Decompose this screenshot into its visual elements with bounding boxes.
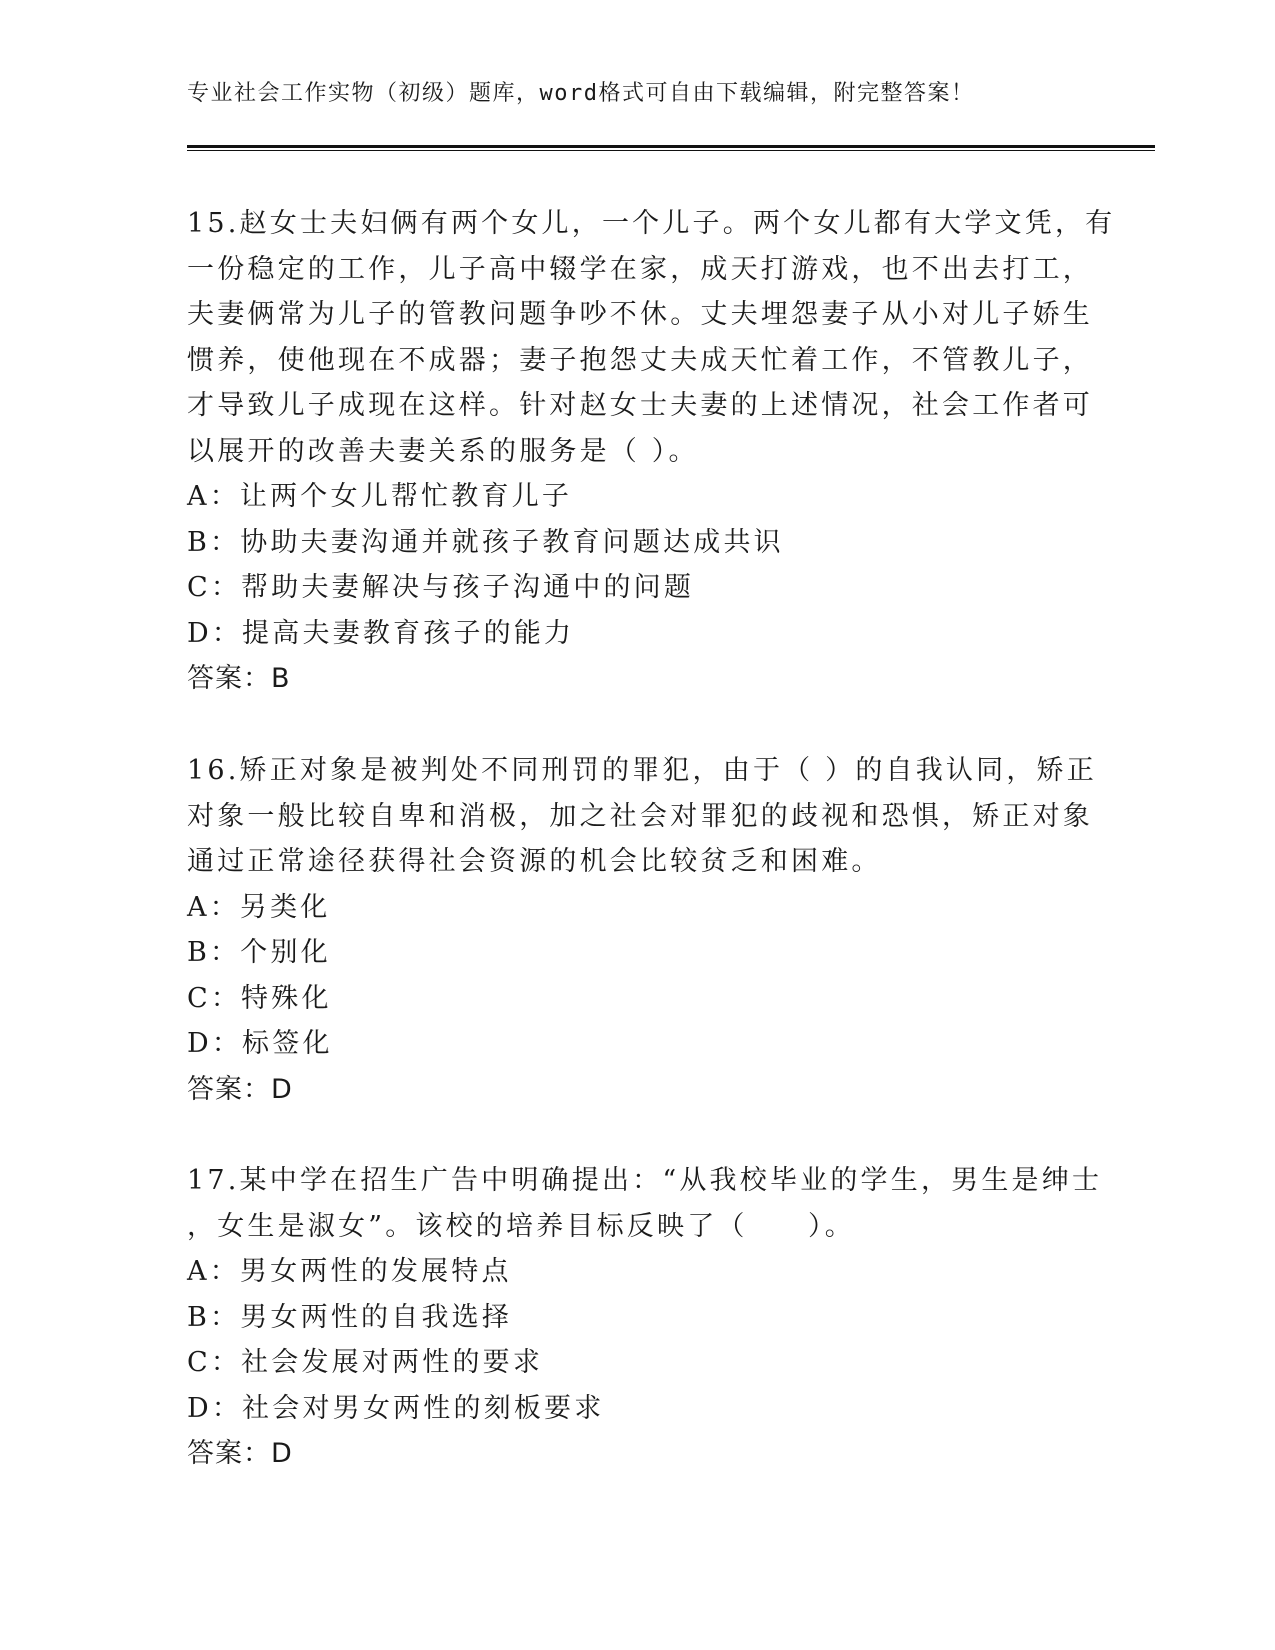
option-a: A：另类化 [187,891,331,923]
question-text-line: 通过正常途径获得社会资源的机会比较贫乏和困难。 [187,846,882,877]
question-17 [187,1158,1103,1477]
option-c: C：帮助夫妻解决与孩子沟通中的问题 [187,572,695,603]
question-text-line: 惯养，使他现在不成器；妻子抱怨丈夫成天忙着工作，不管教儿子， [187,344,1093,376]
option-c: C：特殊化 [187,982,332,1014]
option-b: B：男女两性的自我选择 [187,1301,513,1333]
answer-label: 答案：B [187,663,291,694]
header-divider [187,145,1155,148]
option-b: B：个别化 [187,937,331,968]
question-15 [187,201,1116,702]
question-16 [187,748,1097,1112]
question-text-line: 才导致儿子成现在这样。针对赵女士夫妻的上述情况，社会工作者可 [187,390,1093,421]
question-text-line: 对象一般比较自卑和消极，加之社会对罪犯的歧视和恐惧，矫正对象 [187,800,1093,832]
question-text-line: 以展开的改善夫妻关系的服务是（ ）。 [187,435,699,467]
option-d: D：社会对男女两性的刻板要求 [187,1392,605,1424]
option-d: D：标签化 [187,1028,333,1059]
option-d: D：提高夫妻教育孩子的能力 [187,617,575,649]
question-text-line: 一份稳定的工作，儿子高中辍学在家，成天打游戏，也不出去打工， [187,253,1093,285]
question-text-line: 15.赵女士夫妇俩有两个女儿，一个儿子。两个女儿都有大学文凭，有 [187,208,1116,239]
option-c: C：社会发展对两性的要求 [187,1347,544,1378]
question-text-line: 夫妻俩常为儿子的管教问题争吵不休。丈夫埋怨妻子从小对儿子娇生 [187,299,1093,330]
option-a: A：男女两性的发展特点 [187,1256,512,1287]
header-divider-thin [187,150,1155,151]
answer-label: 答案：D [187,1073,293,1105]
option-b: B：协助夫妻沟通并就孩子教育问题达成共识 [187,526,784,558]
question-text-line: ，女生是淑女”。该校的培养目标反映了（ ）。 [187,1210,855,1242]
page-header: 专业社会工作实物（初级）题库，word格式可自由下载编辑，附完整答案！ [187,81,975,106]
question-text-line: 17.某中学在招生广告中明确提出：“从我校毕业的学生，男生是绅士 [187,1165,1103,1196]
answer-label: 答案：D [187,1438,293,1469]
option-a: A：让两个女儿帮忙教育儿子 [187,481,573,512]
question-text-line: 16.矫正对象是被判处不同刑罚的罪犯，由于（ ）的自我认同，矫正 [187,755,1097,786]
